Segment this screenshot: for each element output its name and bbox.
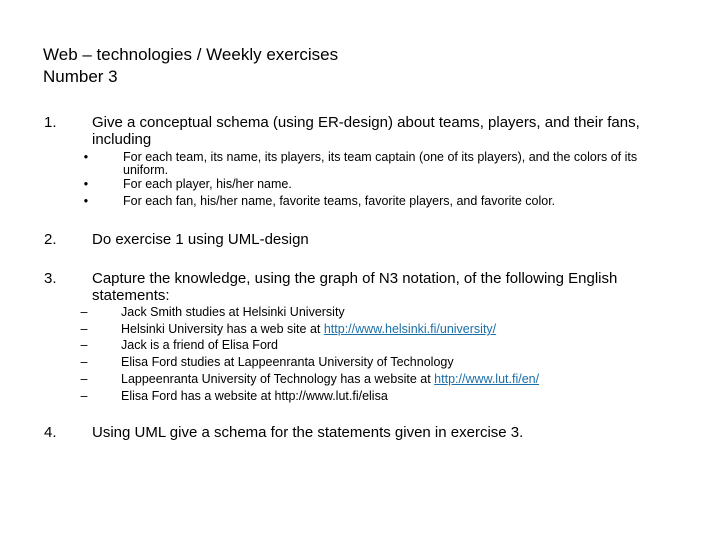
exercise-text: Capture the knowledge, using the graph of N3 notation, of the following English statements: xyxy=(92,270,618,304)
exercise-number: 2. xyxy=(44,231,57,248)
dash-marker: – xyxy=(80,372,88,386)
exercise-text: Using UML give a schema for the statements given in exercise 3. xyxy=(92,424,524,441)
bullet-text: For each player, his/her name. xyxy=(123,177,292,191)
bullet-marker: • xyxy=(83,177,89,191)
page-title xyxy=(43,44,338,88)
exercise-number: 1. xyxy=(44,114,57,131)
statement-text: Helsinki University has a web site at xyxy=(121,322,324,336)
bullet-text: For each fan, his/her name, favorite teams, favorite players, and favorite color. xyxy=(123,194,556,208)
exercise-number: 3. xyxy=(44,270,57,287)
bullet-marker: • xyxy=(83,194,89,208)
university-link[interactable]: http://www.helsinki.fi/university/ xyxy=(323,322,497,336)
statement-text: Elisa Ford has a website at http://www.lut.fi/elisa xyxy=(121,389,388,403)
exercise-number: 4. xyxy=(44,424,57,441)
statement-text: Elisa Ford studies at Lappeenranta University of Technology xyxy=(121,355,454,369)
dash-marker: – xyxy=(80,389,88,403)
statement-text: Lappeenranta University of Technology has a website at xyxy=(121,372,435,386)
dash-marker: – xyxy=(80,322,88,336)
title-line-1: Web – technologies / Weekly exercises xyxy=(43,45,339,64)
statement-text: Jack Smith studies at Helsinki University xyxy=(121,305,345,319)
bullet-text: For each team, its name, its players, its team captain (one of its players), and the colors of its uniform. xyxy=(123,150,638,177)
lut-link[interactable]: http://www.lut.fi/en/ xyxy=(434,372,540,386)
exercise-text: Give a conceptual schema (using ER-design) about teams, players, and their fans, including xyxy=(92,114,640,148)
bullet-marker: • xyxy=(83,150,89,164)
exercise-text: Do exercise 1 using UML-design xyxy=(92,231,309,248)
title-line-2: Number 3 xyxy=(43,67,118,86)
dash-marker: – xyxy=(80,338,88,352)
statement-text: Jack is a friend of Elisa Ford xyxy=(121,338,279,352)
dash-marker: – xyxy=(80,305,88,319)
dash-marker: – xyxy=(80,355,88,369)
